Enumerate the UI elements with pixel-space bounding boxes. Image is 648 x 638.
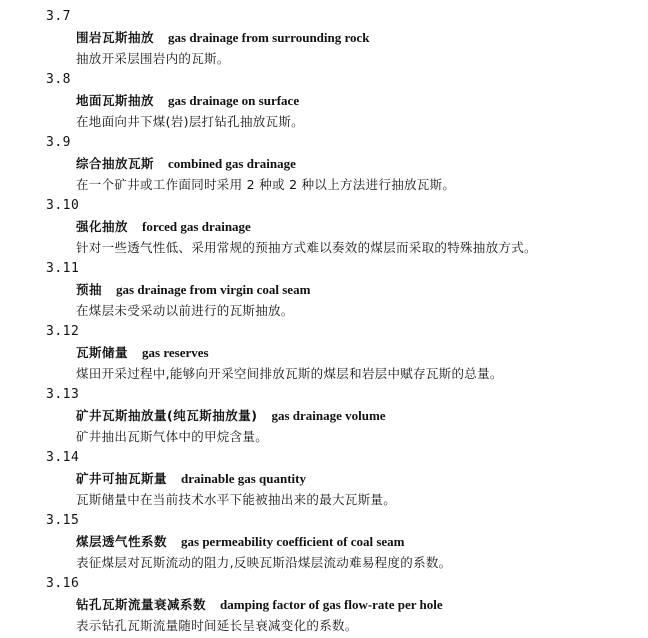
term-heading	[76, 29, 370, 47]
term-heading	[76, 470, 306, 488]
term-entry	[0, 323, 648, 386]
clause-number: 3.15	[46, 513, 80, 528]
term-chinese: 预抽	[76, 282, 103, 297]
term-definition: 在一个矿井或工作面同时采用 2 种或 2 种以上方法进行抽放瓦斯。	[76, 177, 456, 192]
term-english: gas drainage on surface	[168, 93, 300, 108]
term-chinese: 地面瓦斯抽放	[76, 93, 155, 108]
term-heading	[76, 92, 299, 110]
term-definition: 在地面向井下煤(岩)层打钻孔抽放瓦斯。	[76, 114, 304, 129]
term-heading	[76, 344, 209, 362]
term-english: damping factor of gas flow-rate per hole	[220, 597, 443, 612]
term-english: gas drainage volume	[271, 408, 386, 423]
term-chinese: 矿井瓦斯抽放量(纯瓦斯抽放量)	[76, 408, 258, 423]
clause-number: 3.7	[46, 9, 71, 24]
term-english: forced gas drainage	[142, 219, 251, 234]
term-entry	[0, 575, 648, 638]
term-chinese: 围岩瓦斯抽放	[76, 30, 155, 45]
term-heading	[76, 596, 443, 614]
term-heading	[76, 155, 296, 173]
term-english: drainable gas quantity	[181, 471, 306, 486]
term-english: gas permeability coefficient of coal seam	[181, 534, 405, 549]
clause-number: 3.10	[46, 198, 80, 213]
term-heading	[76, 218, 251, 236]
term-chinese: 煤层透气性系数	[76, 534, 168, 549]
clause-number: 3.11	[46, 261, 80, 276]
term-chinese: 综合抽放瓦斯	[76, 156, 155, 171]
term-english: gas reserves	[142, 345, 209, 360]
term-entry	[0, 197, 648, 260]
term-definition: 矿井抽出瓦斯气体中的甲烷含量。	[76, 429, 269, 444]
term-definition: 煤田开采过程中,能够向开采空间排放瓦斯的煤层和岩层中赋存瓦斯的总量。	[76, 366, 503, 381]
term-entry	[0, 260, 648, 323]
clause-number: 3.12	[46, 324, 80, 339]
term-english: gas drainage from virgin coal seam	[116, 282, 311, 297]
clause-number: 3.9	[46, 135, 71, 150]
term-definition: 针对一些透气性低、采用常规的预抽方式难以奏效的煤层而采取的特殊抽放方式。	[76, 240, 537, 255]
term-definition: 抽放开采层围岩内的瓦斯。	[76, 51, 230, 66]
term-english: gas drainage from surrounding rock	[168, 30, 370, 45]
term-entry	[0, 71, 648, 134]
term-chinese: 钻孔瓦斯流量衰减系数	[76, 597, 207, 612]
clause-number: 3.13	[46, 387, 80, 402]
term-english: combined gas drainage	[168, 156, 296, 171]
term-chinese: 瓦斯储量	[76, 345, 129, 360]
term-chinese: 强化抽放	[76, 219, 129, 234]
term-entry	[0, 449, 648, 512]
term-heading	[76, 407, 386, 425]
clause-number: 3.8	[46, 72, 71, 87]
term-heading	[76, 281, 310, 299]
term-heading	[76, 533, 404, 551]
term-definition: 表示钻孔瓦斯流量随时间延长呈衰减变化的系数。	[76, 618, 358, 633]
term-definition: 表征煤层对瓦斯流动的阻力,反映瓦斯沿煤层流动难易程度的系数。	[76, 555, 452, 570]
clause-number: 3.16	[46, 576, 80, 591]
term-definition: 在煤层未受采动以前进行的瓦斯抽放。	[76, 303, 294, 318]
term-chinese: 矿井可抽瓦斯量	[76, 471, 168, 486]
term-entry	[0, 134, 648, 197]
term-entry	[0, 512, 648, 575]
term-definition: 瓦斯储量中在当前技术水平下能被抽出来的最大瓦斯量。	[76, 492, 397, 507]
term-entry	[0, 8, 648, 71]
term-entry	[0, 386, 648, 449]
clause-number: 3.14	[46, 450, 80, 465]
